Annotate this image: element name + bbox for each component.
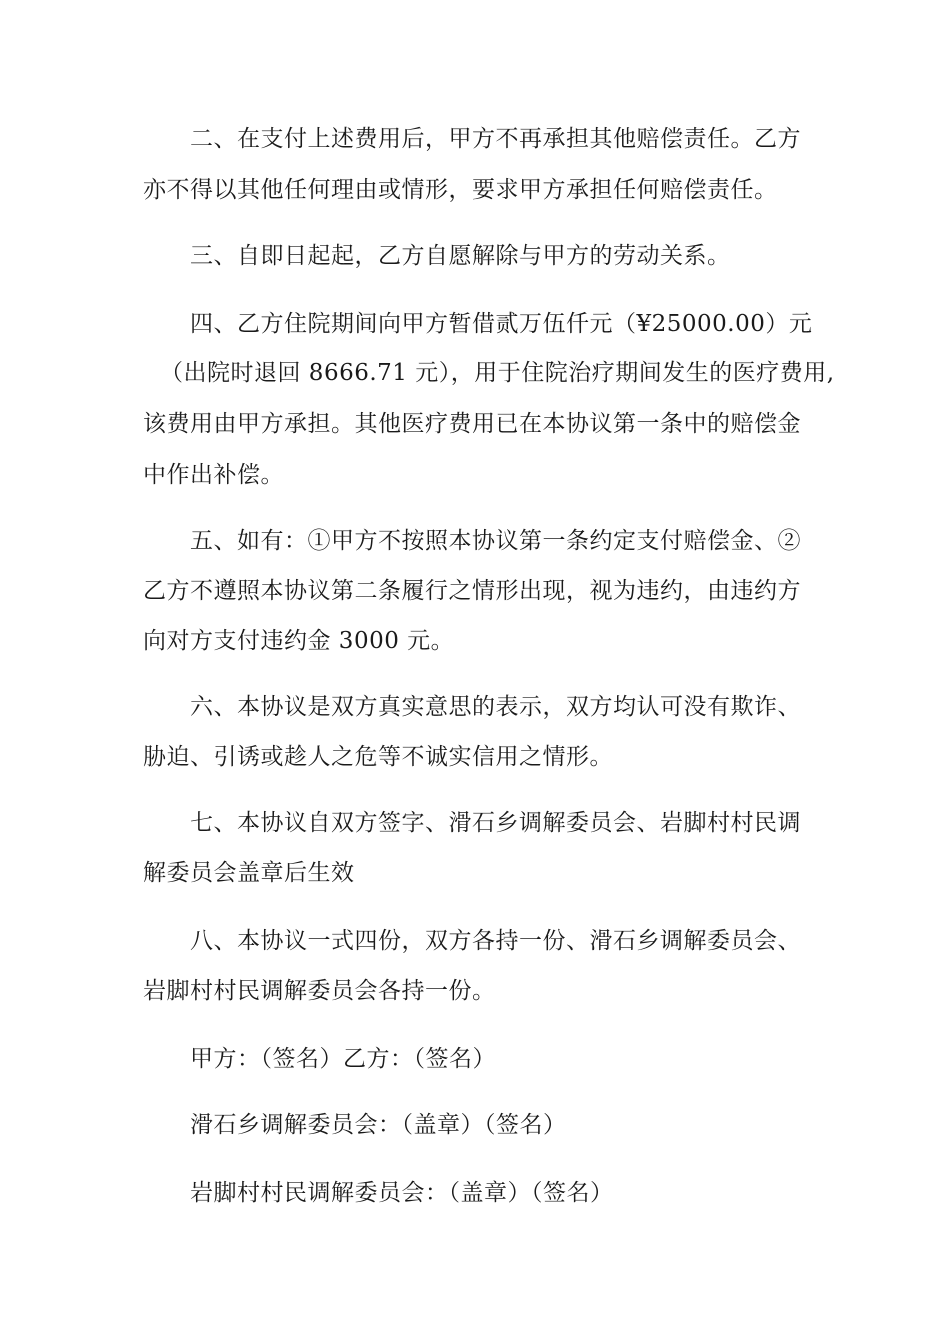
clause-6-line-1: 六、本协议是双方真实意思的表示，双方均认可没有欺诈、 — [190, 694, 801, 720]
clause-8-line-1: 八、本协议一式四份，双方各持一份、滑石乡调解委员会、 — [190, 928, 801, 954]
clause-4-line-1: 四、乙方住院期间向甲方暂借贰万伍仟元（¥25000.00）元 — [190, 311, 813, 337]
signature-township-committee: 滑石乡调解委员会：（盖章）（签名） — [190, 1112, 567, 1138]
clause-3-line-1: 三、自即日起起，乙方自愿解除与甲方的劳动关系。 — [190, 243, 731, 269]
clause-4-line-3: 该费用由甲方承担。其他医疗费用已在本协议第一条中的赔偿金 — [143, 411, 801, 437]
clause-7-line-1: 七、本协议自双方签字、滑石乡调解委员会、岩脚村村民调 — [190, 810, 801, 836]
clause-5-line-3: 向对方支付违约金 3000 元。 — [143, 628, 455, 654]
clause-4-line-4: 中作出补偿。 — [143, 462, 284, 488]
clause-2-line-2: 亦不得以其他任何理由或情形，要求甲方承担任何赔偿责任。 — [143, 177, 778, 203]
clause-2-line-1: 二、在支付上述费用后，甲方不再承担其他赔偿责任。乙方 — [190, 126, 801, 152]
clause-5-line-1: 五、如有：①甲方不按照本协议第一条约定支付赔偿金、② — [190, 528, 801, 554]
signature-party-a-b: 甲方：（签名）乙方：（签名） — [190, 1046, 496, 1072]
clause-4-line-2: （出院时退回 8666.71 元），用于住院治疗期间发生的医疗费用, — [160, 360, 835, 386]
clause-6-line-2: 胁迫、引诱或趁人之危等不诚实信用之情形。 — [143, 744, 613, 770]
clause-5-line-2: 乙方不遵照本协议第二条履行之情形出现，视为违约，由违约方 — [143, 578, 801, 604]
clause-7-line-2: 解委员会盖章后生效 — [143, 860, 355, 886]
signature-village-committee: 岩脚村村民调解委员会：（盖章）（签名） — [190, 1180, 614, 1206]
clause-8-line-2: 岩脚村村民调解委员会各持一份。 — [143, 978, 496, 1004]
